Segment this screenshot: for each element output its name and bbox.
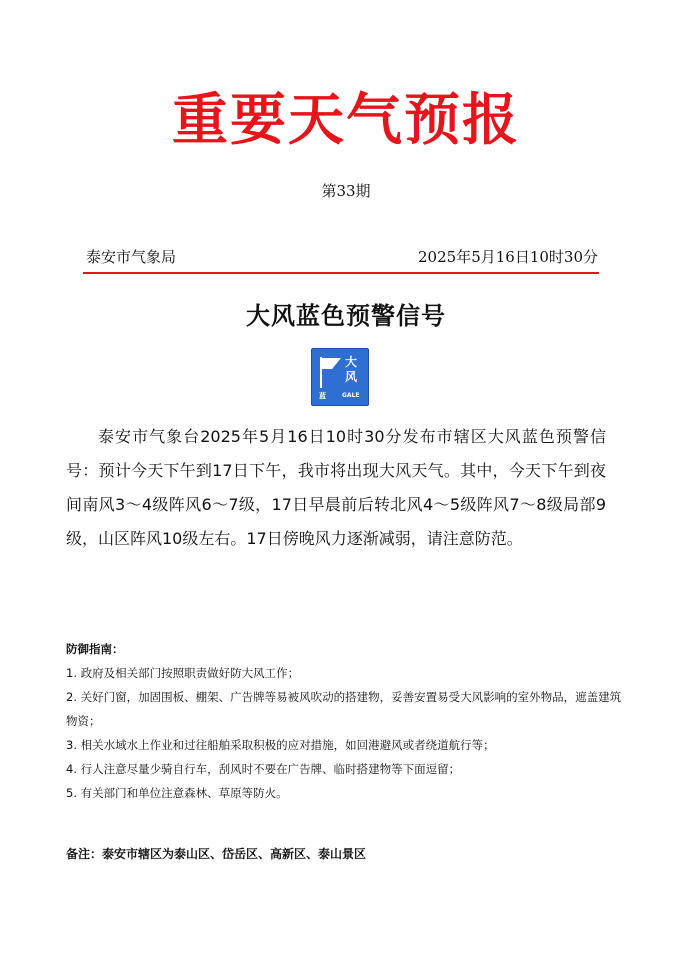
warning-paragraph: 泰安市气象台2025年5月16日10时30分发布市辖区大风蓝色预警信号：预计今天下午到17日下午，我市将出现大风天气。其中，今天下午到夜间南风3～4级阵风6～7级，17日早晨前后转北风4～5级阵风7～8级局部9级，山区阵风10级左右。17日傍晚风力逐渐减弱，请注意防范。 — [66, 427, 606, 548]
jurisdiction-note: 备注：泰安市辖区为泰山区、岱岳区、高新区、泰山景区 — [66, 847, 367, 861]
header-divider — [83, 272, 599, 274]
guide-item: 4. 行人注意尽量少骑自行车，刮风时不要在广告牌、临时搭建物等下面逗留； — [66, 762, 461, 776]
icon-label-gale: GALE — [342, 392, 360, 399]
guide-heading: 防御指南： — [66, 642, 124, 656]
issue-number: 第33期 — [321, 182, 371, 200]
icon-label-feng: 风 — [345, 370, 358, 384]
guide-item: 3. 相关水域水上作业和过往船舶采取积极的应对措施，如回港避风或者绕道航行等； — [66, 738, 495, 752]
guide-item: 5. 有关部门和单位注意森林、草原等防火。 — [66, 786, 288, 800]
icon-level-label: 蓝 — [319, 392, 326, 400]
issue-datetime: 2025年5月16日10时30分 — [418, 248, 598, 266]
defense-guide — [66, 637, 626, 805]
issuer-name: 泰安市气象局 — [86, 248, 177, 266]
wind-flag-icon — [318, 355, 343, 389]
gale-blue-warning-icon — [311, 348, 369, 406]
guide-item: 1. 政府及相关部门按照职责做好防大风工作； — [66, 666, 300, 680]
icon-label-da: 大 — [345, 355, 358, 369]
masthead-title: 重要天气预报 — [172, 87, 520, 153]
guide-item: 2. 关好门窗，加固围板、棚架、广告牌等易被风吹动的搭建物，妥善安置易受大风影响的室外物品，遮盖建筑物资； — [66, 690, 622, 728]
warning-body — [66, 420, 606, 556]
signal-title: 大风蓝色预警信号 — [246, 301, 446, 330]
